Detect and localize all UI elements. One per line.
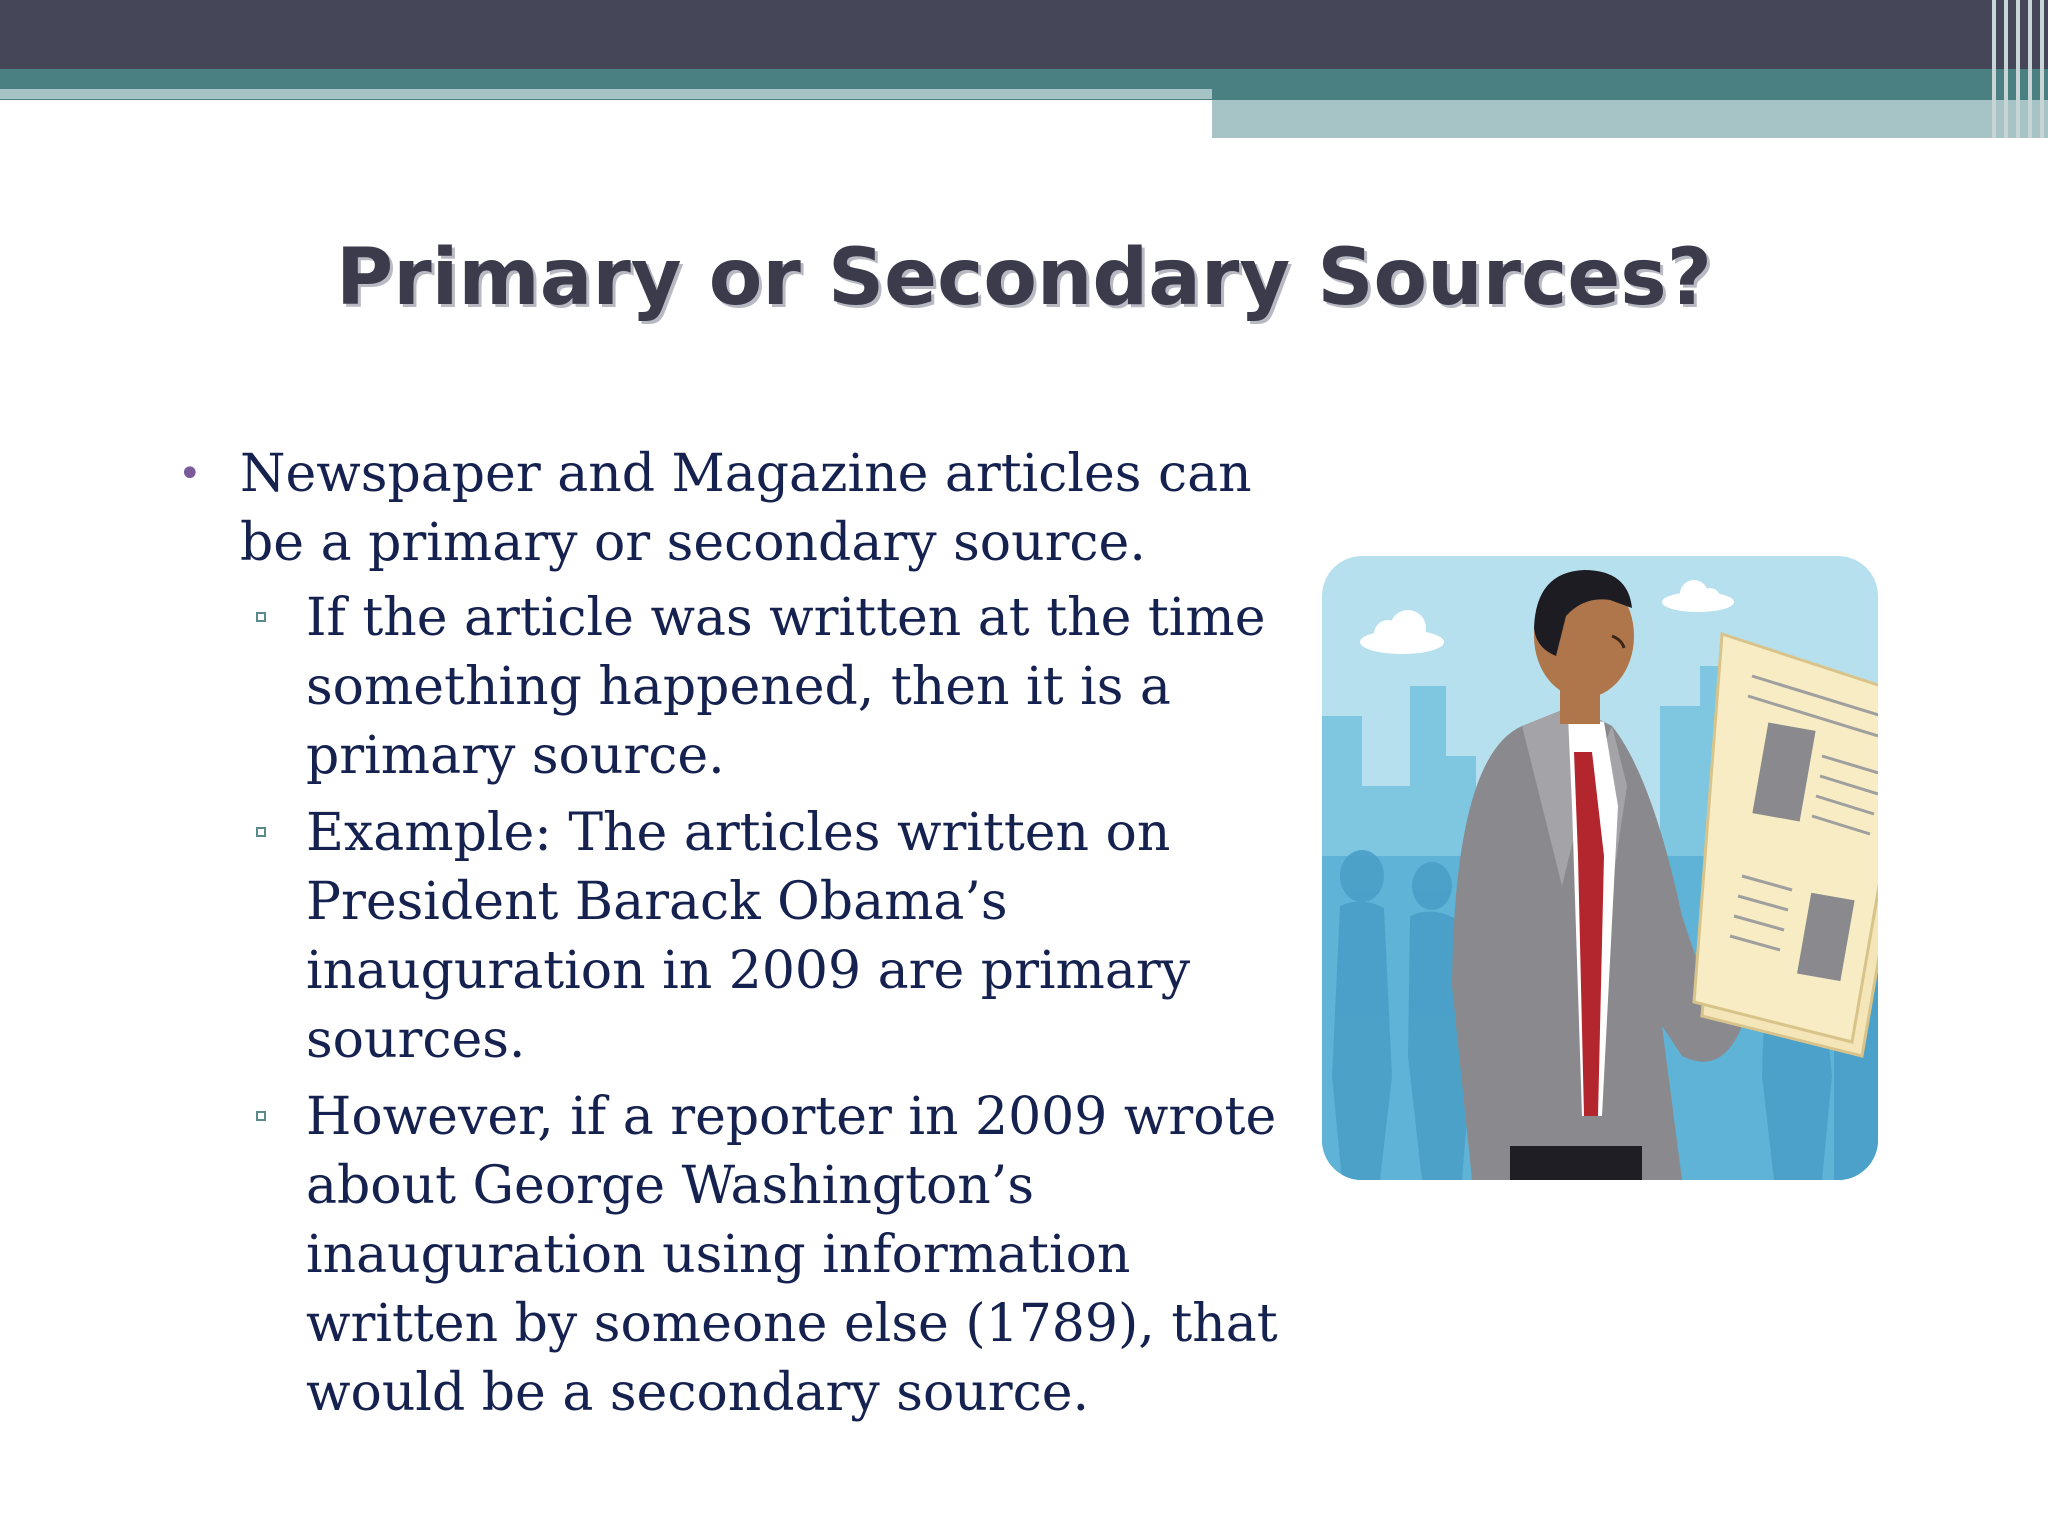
sub-bullet-text: If the article was written at the time something happened, then it is a primary source.	[306, 588, 1266, 786]
sub-bullet-point	[244, 799, 1298, 1075]
header-bar-light-right	[1212, 100, 2048, 138]
sub-bullet-point	[244, 1083, 1298, 1428]
header-bar-dark	[0, 0, 2048, 69]
sub-bullet-point	[244, 584, 1298, 791]
header-bar-light-left	[0, 89, 1212, 99]
sub-bullet-text: However, if a reporter in 2009 wrote about George Washington’s inauguration using information written by someone else (1789), that would be a secondary source.	[306, 1087, 1278, 1423]
square-bullet-icon	[256, 1111, 266, 1121]
sub-bullet-text: Example: The articles written on President Barack Obama’s inauguration in 2009 are primary sources.	[306, 803, 1191, 1070]
bullet-text: Newspaper and Magazine articles can be a primary or secondary source.	[240, 444, 1252, 573]
square-bullet-icon	[256, 827, 266, 837]
slide-title: Primary or Secondary Sources?	[336, 233, 1712, 323]
square-bullet-icon	[256, 612, 266, 622]
header-stripes	[1984, 0, 2048, 138]
man-reading-newspaper-icon	[1322, 556, 1926, 1180]
bullet-icon: •	[178, 451, 202, 497]
bullet-point	[178, 440, 1298, 578]
slide-body	[178, 440, 1298, 1436]
